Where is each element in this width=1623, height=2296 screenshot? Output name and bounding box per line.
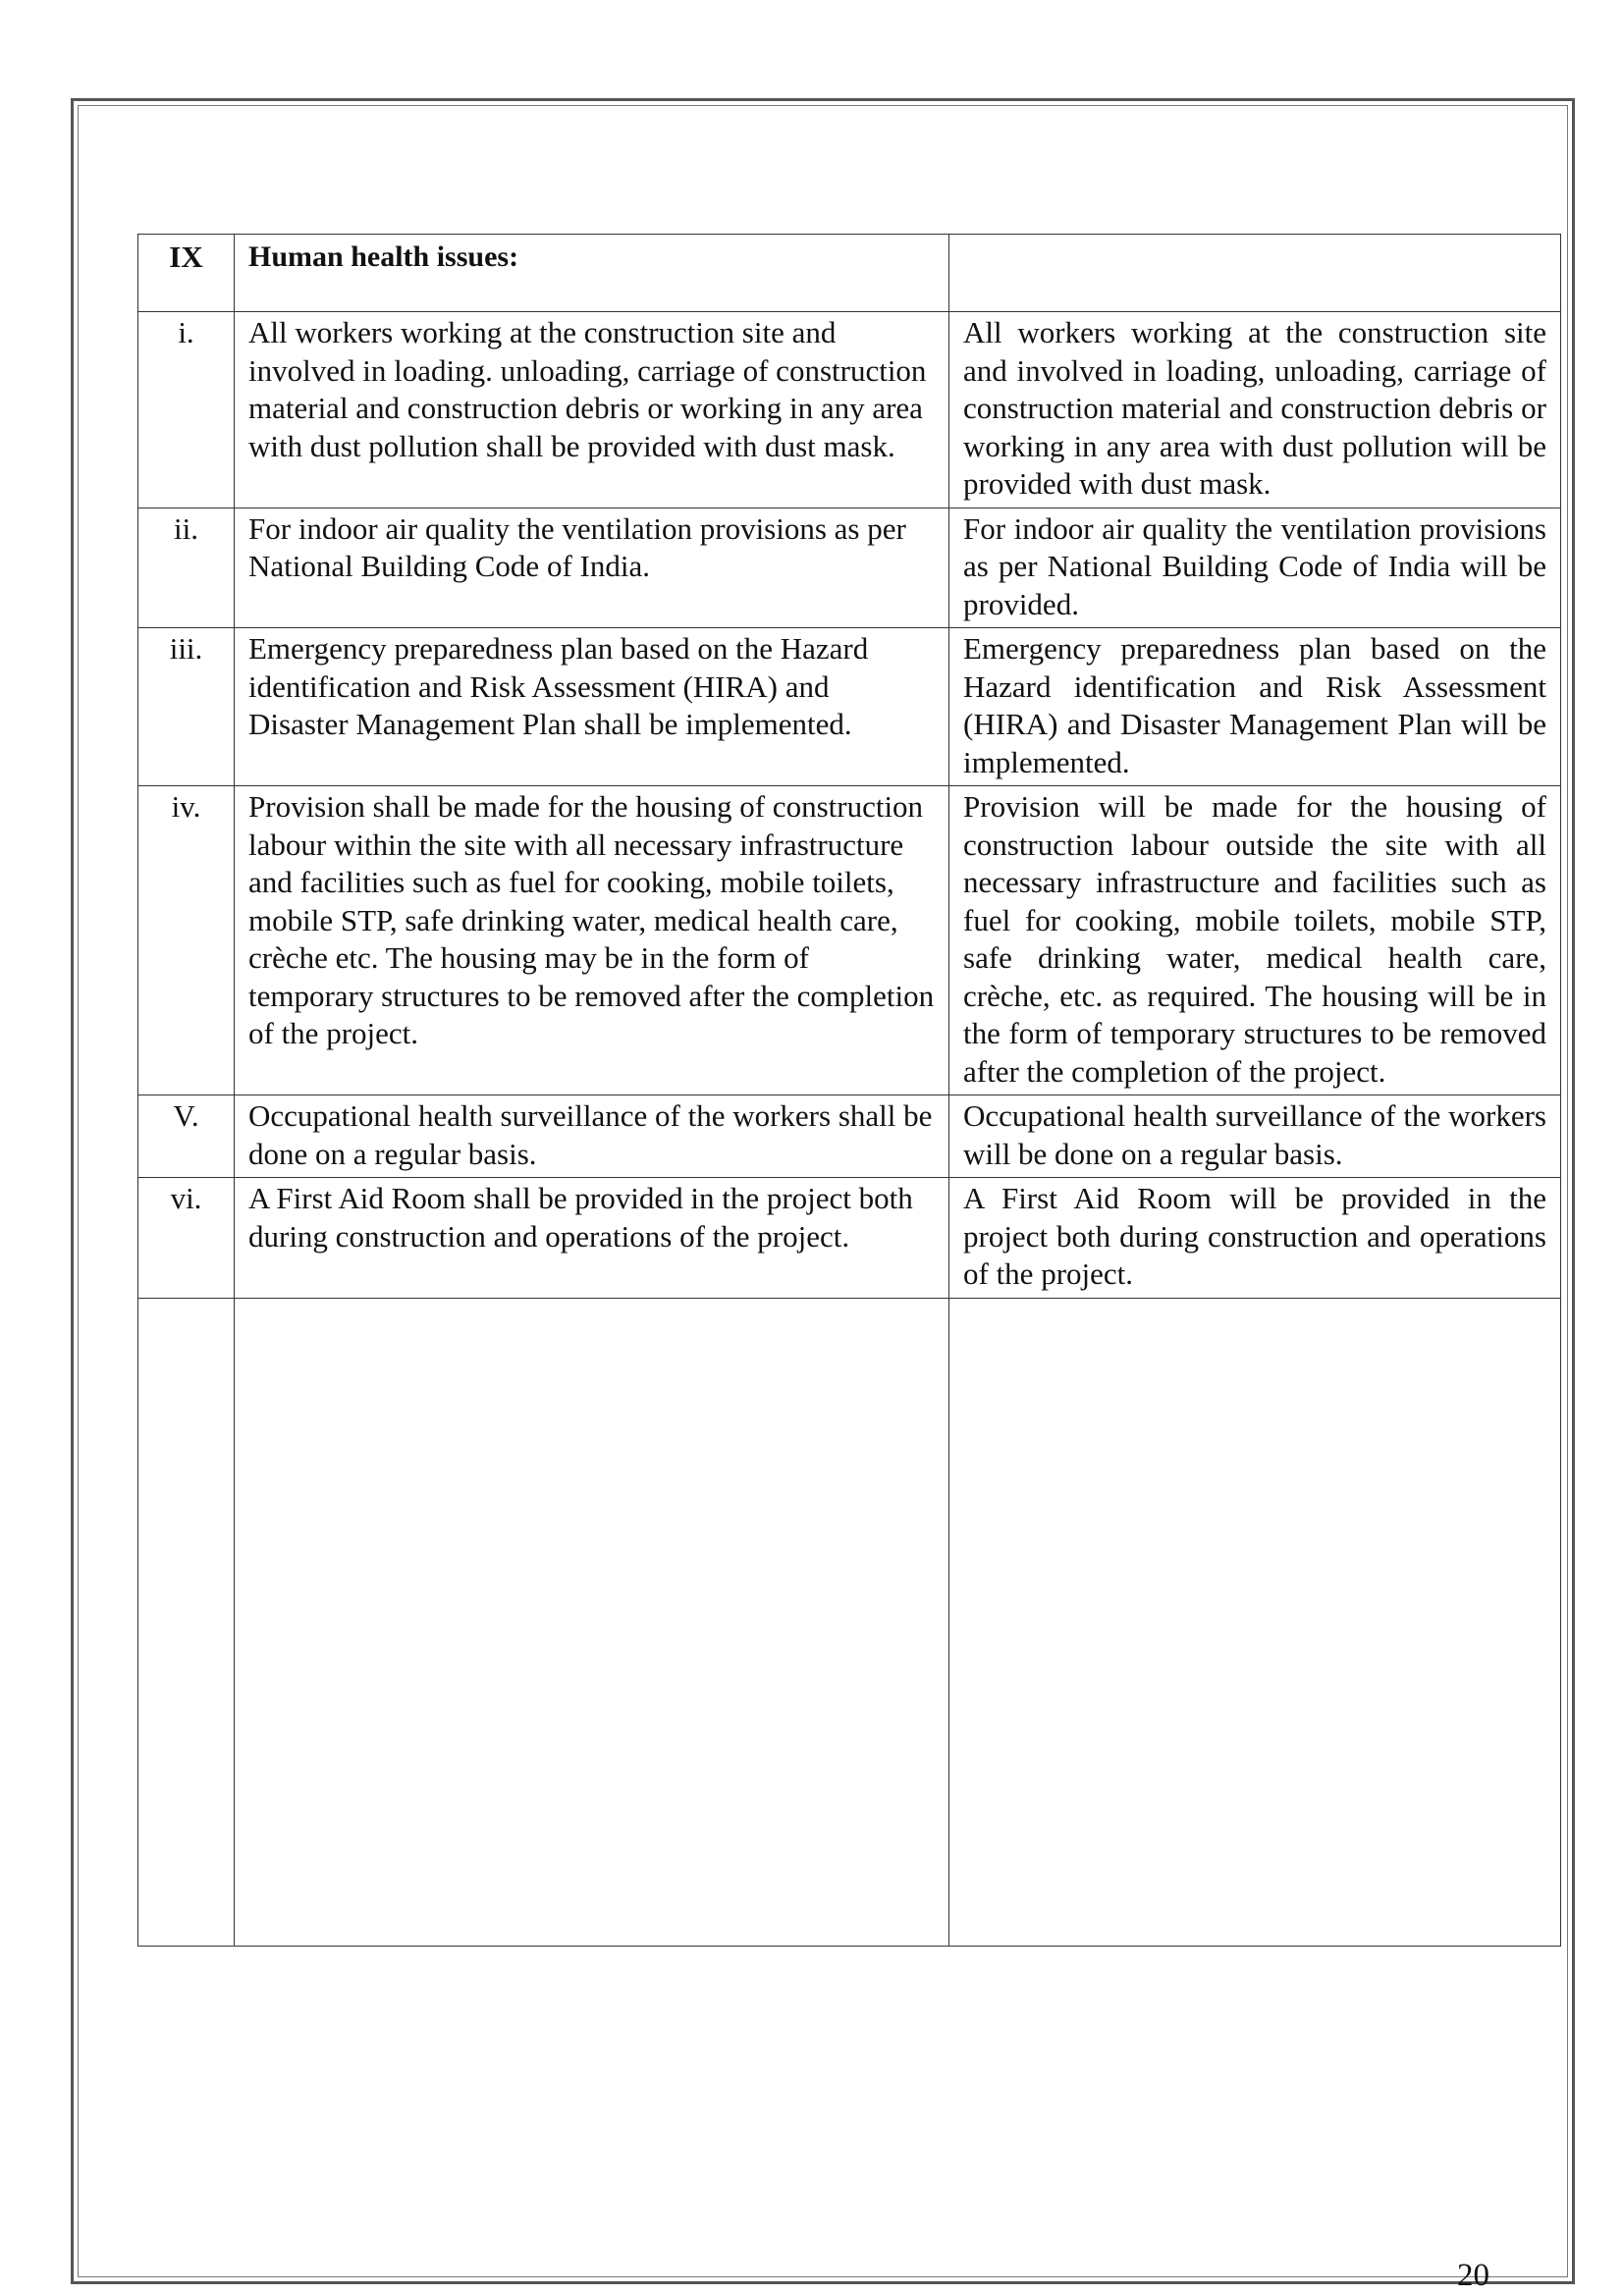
compliance-text: Provision will be made for the housing of construction labour outside the site with all necessary infrastructure and facilities such as fuel for cooking, mobile toilets, mobile STP, safe drinking water, medical health care, crèche, etc. as required. The housing will be in the form of temporary structures to be removed after the completion of the project.	[949, 786, 1561, 1095]
empty-cell	[949, 1298, 1561, 1946]
compliance-text: A First Aid Room will be provided in the project both during construction and operations of the project.	[949, 1178, 1561, 1299]
table-row	[138, 1178, 1561, 1299]
table-row	[138, 507, 1561, 628]
table-row	[138, 628, 1561, 786]
empty-cell	[235, 1298, 949, 1946]
compliance-text: Emergency preparedness plan based on the Hazard identification and Risk Assessment (HIRA) and Disaster Management Plan will be implemented.	[949, 628, 1561, 786]
table-row	[138, 1095, 1561, 1178]
condition-text: Occupational health surveillance of the workers shall be done on a regular basis.	[235, 1095, 949, 1178]
section-header-empty-cell	[949, 235, 1561, 312]
table-row	[138, 312, 1561, 508]
section-header-row	[138, 235, 1561, 312]
conditions-table	[137, 234, 1561, 1947]
row-number: iii.	[138, 628, 235, 786]
section-heading: Human health issues:	[235, 235, 949, 312]
condition-text: All workers working at the construction site and involved in loading. unloading, carriage of construction material and construction debris or working in any area with dust pollution shall be provided with dust mask.	[235, 312, 949, 508]
page-number: 20	[1457, 2258, 1489, 2293]
compliance-text: For indoor air quality the ventilation provisions as per National Building Code of India will be provided.	[949, 507, 1561, 628]
row-number: ii.	[138, 507, 235, 628]
compliance-text: All workers working at the construction site and involved in loading, unloading, carriage of construction material and construction debris or working in any area with dust pollution will be provided with dust mask.	[949, 312, 1561, 508]
row-number: i.	[138, 312, 235, 508]
section-number: IX	[138, 235, 235, 312]
empty-table-row	[138, 1298, 1561, 1946]
empty-cell	[138, 1298, 235, 1946]
row-number: iv.	[138, 786, 235, 1095]
compliance-text: Occupational health surveillance of the workers will be done on a regular basis.	[949, 1095, 1561, 1178]
condition-text: For indoor air quality the ventilation provisions as per National Building Code of India.	[235, 507, 949, 628]
table-row	[138, 786, 1561, 1095]
row-number: vi.	[138, 1178, 235, 1299]
condition-text: A First Aid Room shall be provided in the project both during construction and operations of the project.	[235, 1178, 949, 1299]
row-number: V.	[138, 1095, 235, 1178]
condition-text: Emergency preparedness plan based on the Hazard identification and Risk Assessment (HIRA) and Disaster Management Plan shall be implemented.	[235, 628, 949, 786]
condition-text: Provision shall be made for the housing of construction labour within the site with all necessary infrastructure and facilities such as fuel for cooking, mobile toilets, mobile STP, safe drinking water, medical health care, crèche etc. The housing may be in the form of temporary structures to be removed after the completion of the project.	[235, 786, 949, 1095]
